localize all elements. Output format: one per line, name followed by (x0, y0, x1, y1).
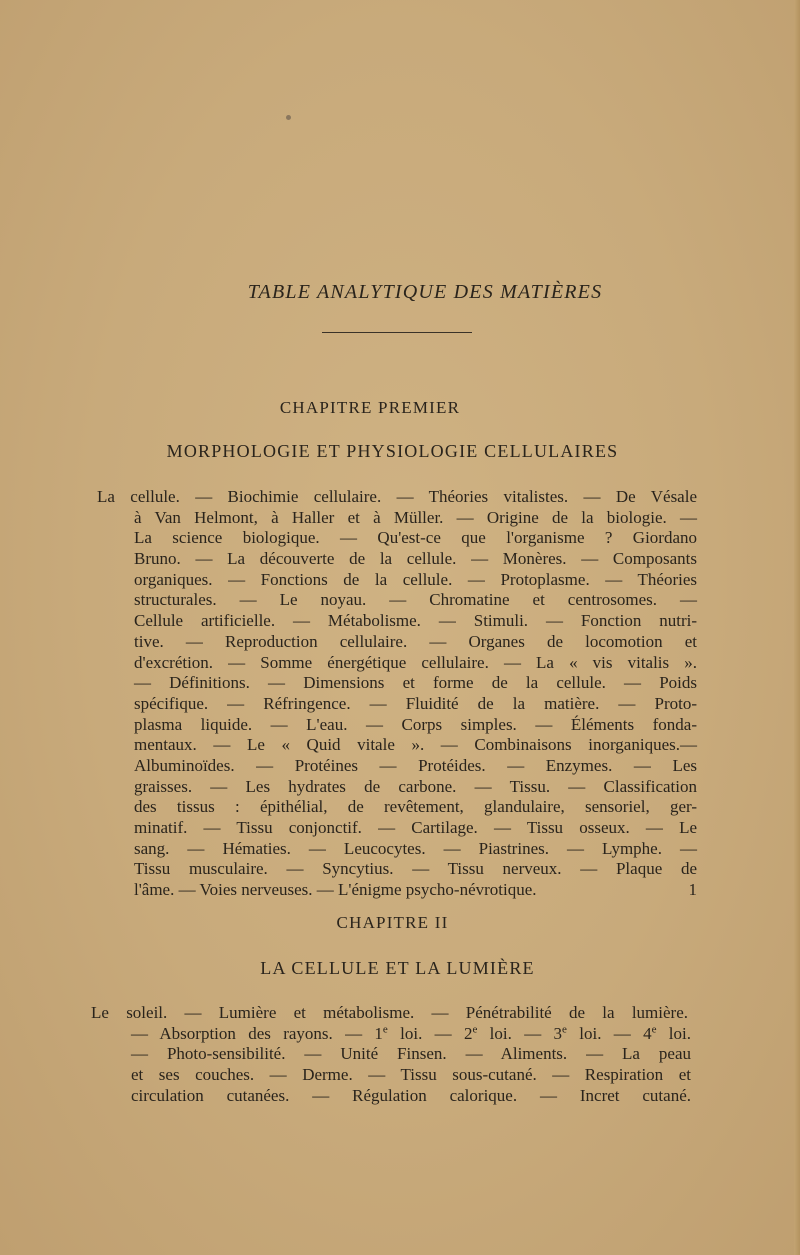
summary-line: — Définitions. — Dimensions et forme de la cellule. — Poids (134, 673, 697, 693)
summary-line: Bruno. — La découverte de la cellule. — Monères. — Composants (134, 549, 697, 569)
ordinal-suffix: e (382, 1023, 388, 1036)
line-segment: loi. — 4 (566, 1023, 652, 1043)
summary-line: minatif. — Tissu conjonctif. — Cartilage. — Tissu osseux. — Le (134, 818, 697, 837)
summary-line: Le soleil. — Lumière et métabolisme. — Pénétrabilité de la lumière. (91, 1003, 688, 1022)
line-segment: loi. — 2 (387, 1023, 473, 1043)
summary-line: — Photo-sensibilité. — Unité Finsen. — Aliments. — La peau (131, 1044, 691, 1064)
summary-line: Cellule artificielle. — Métabolisme. — Stimuli. — Fonction nutri- (134, 611, 697, 631)
line-segment: — Absorption des rayons. — 1 (131, 1023, 383, 1043)
page-title: TABLE ANALYTIQUE DES MATIÈRES (247, 281, 603, 303)
chapter-1-summary (97, 487, 697, 901)
summary-line: plasma liquide. — L'eau. — Corps simples. — Éléments fonda- (134, 714, 697, 734)
page-number: 1 (688, 880, 697, 900)
chapter-1-label: CHAPITRE PREMIER (279, 398, 461, 417)
page-edge (794, 0, 800, 1255)
summary-line: La science biologique. — Qu'est-ce que l'organisme ? Giordano (134, 528, 697, 548)
summary-line: d'excrétion. — Somme énergétique cellulaire. — La « vis vitalis ». (134, 652, 697, 672)
chapter-2-label: CHAPITRE II (336, 913, 449, 932)
summary-line: Albuminoïdes. — Protéines — Protéides. — Enzymes. — Les (134, 755, 697, 775)
ink-spot (286, 115, 291, 120)
summary-line: et ses couches. — Derme. — Tissu sous-cutané. — Respiration et (131, 1065, 691, 1085)
chapter-2-title: LA CELLULE ET LA LUMIÈRE (260, 958, 535, 978)
summary-line: circulation cutanées. — Régulation calorique. — Incret cutané. (131, 1085, 691, 1105)
chapter-2-summary (91, 1003, 692, 1106)
title-rule (322, 332, 472, 333)
summary-line: mentaux. — Le « Quid vitale ». — Combinaisons inorganiques.— (134, 735, 697, 755)
line-segment: loi. (656, 1023, 692, 1043)
summary-line: structurales. — Le noyau. — Chromatine et centrosomes. — (134, 590, 697, 610)
ordinal-suffix: e (472, 1023, 478, 1036)
summary-line-text: l'âme. — Voies nerveuses. — L'énigme psycho-névrotique. (134, 880, 537, 900)
summary-line: tive. — Reproduction cellulaire. — Organes de locomotion et (134, 631, 697, 651)
chapter-1-title: MORPHOLOGIE ET PHYSIOLOGIE CELLULAIRES (166, 441, 619, 461)
summary-line-last (134, 880, 697, 901)
summary-line: sang. — Hématies. — Leucocytes. — Piastrines. — Lymphe. — (134, 838, 697, 858)
summary-line: spécifique. — Réfringence. — Fluidité de la matière. — Proto- (134, 693, 697, 713)
summary-line (131, 1024, 691, 1045)
ordinal-suffix: e (562, 1023, 567, 1036)
summary-line: des tissus : épithélial, de revêtement, glandulaire, sensoriel, ger- (134, 797, 697, 817)
summary-line: La cellule. — Biochimie cellulaire. — Théories vitalistes. — De Vésale (97, 487, 697, 506)
summary-line: graisses. — Les hydrates de carbone. — Tissu. — Classification (134, 776, 697, 796)
line-segment: loi. — 3 (477, 1023, 563, 1043)
summary-line: Tissu musculaire. — Syncytius. — Tissu nerveux. — Plaque de (134, 859, 697, 879)
ordinal-suffix: e (651, 1023, 657, 1036)
summary-line: à Van Helmont, à Haller et à Müller. — Origine de la biologie. — (134, 507, 697, 527)
summary-line: organiques. — Fonctions de la cellule. — Protoplasme. — Théories (134, 569, 697, 589)
